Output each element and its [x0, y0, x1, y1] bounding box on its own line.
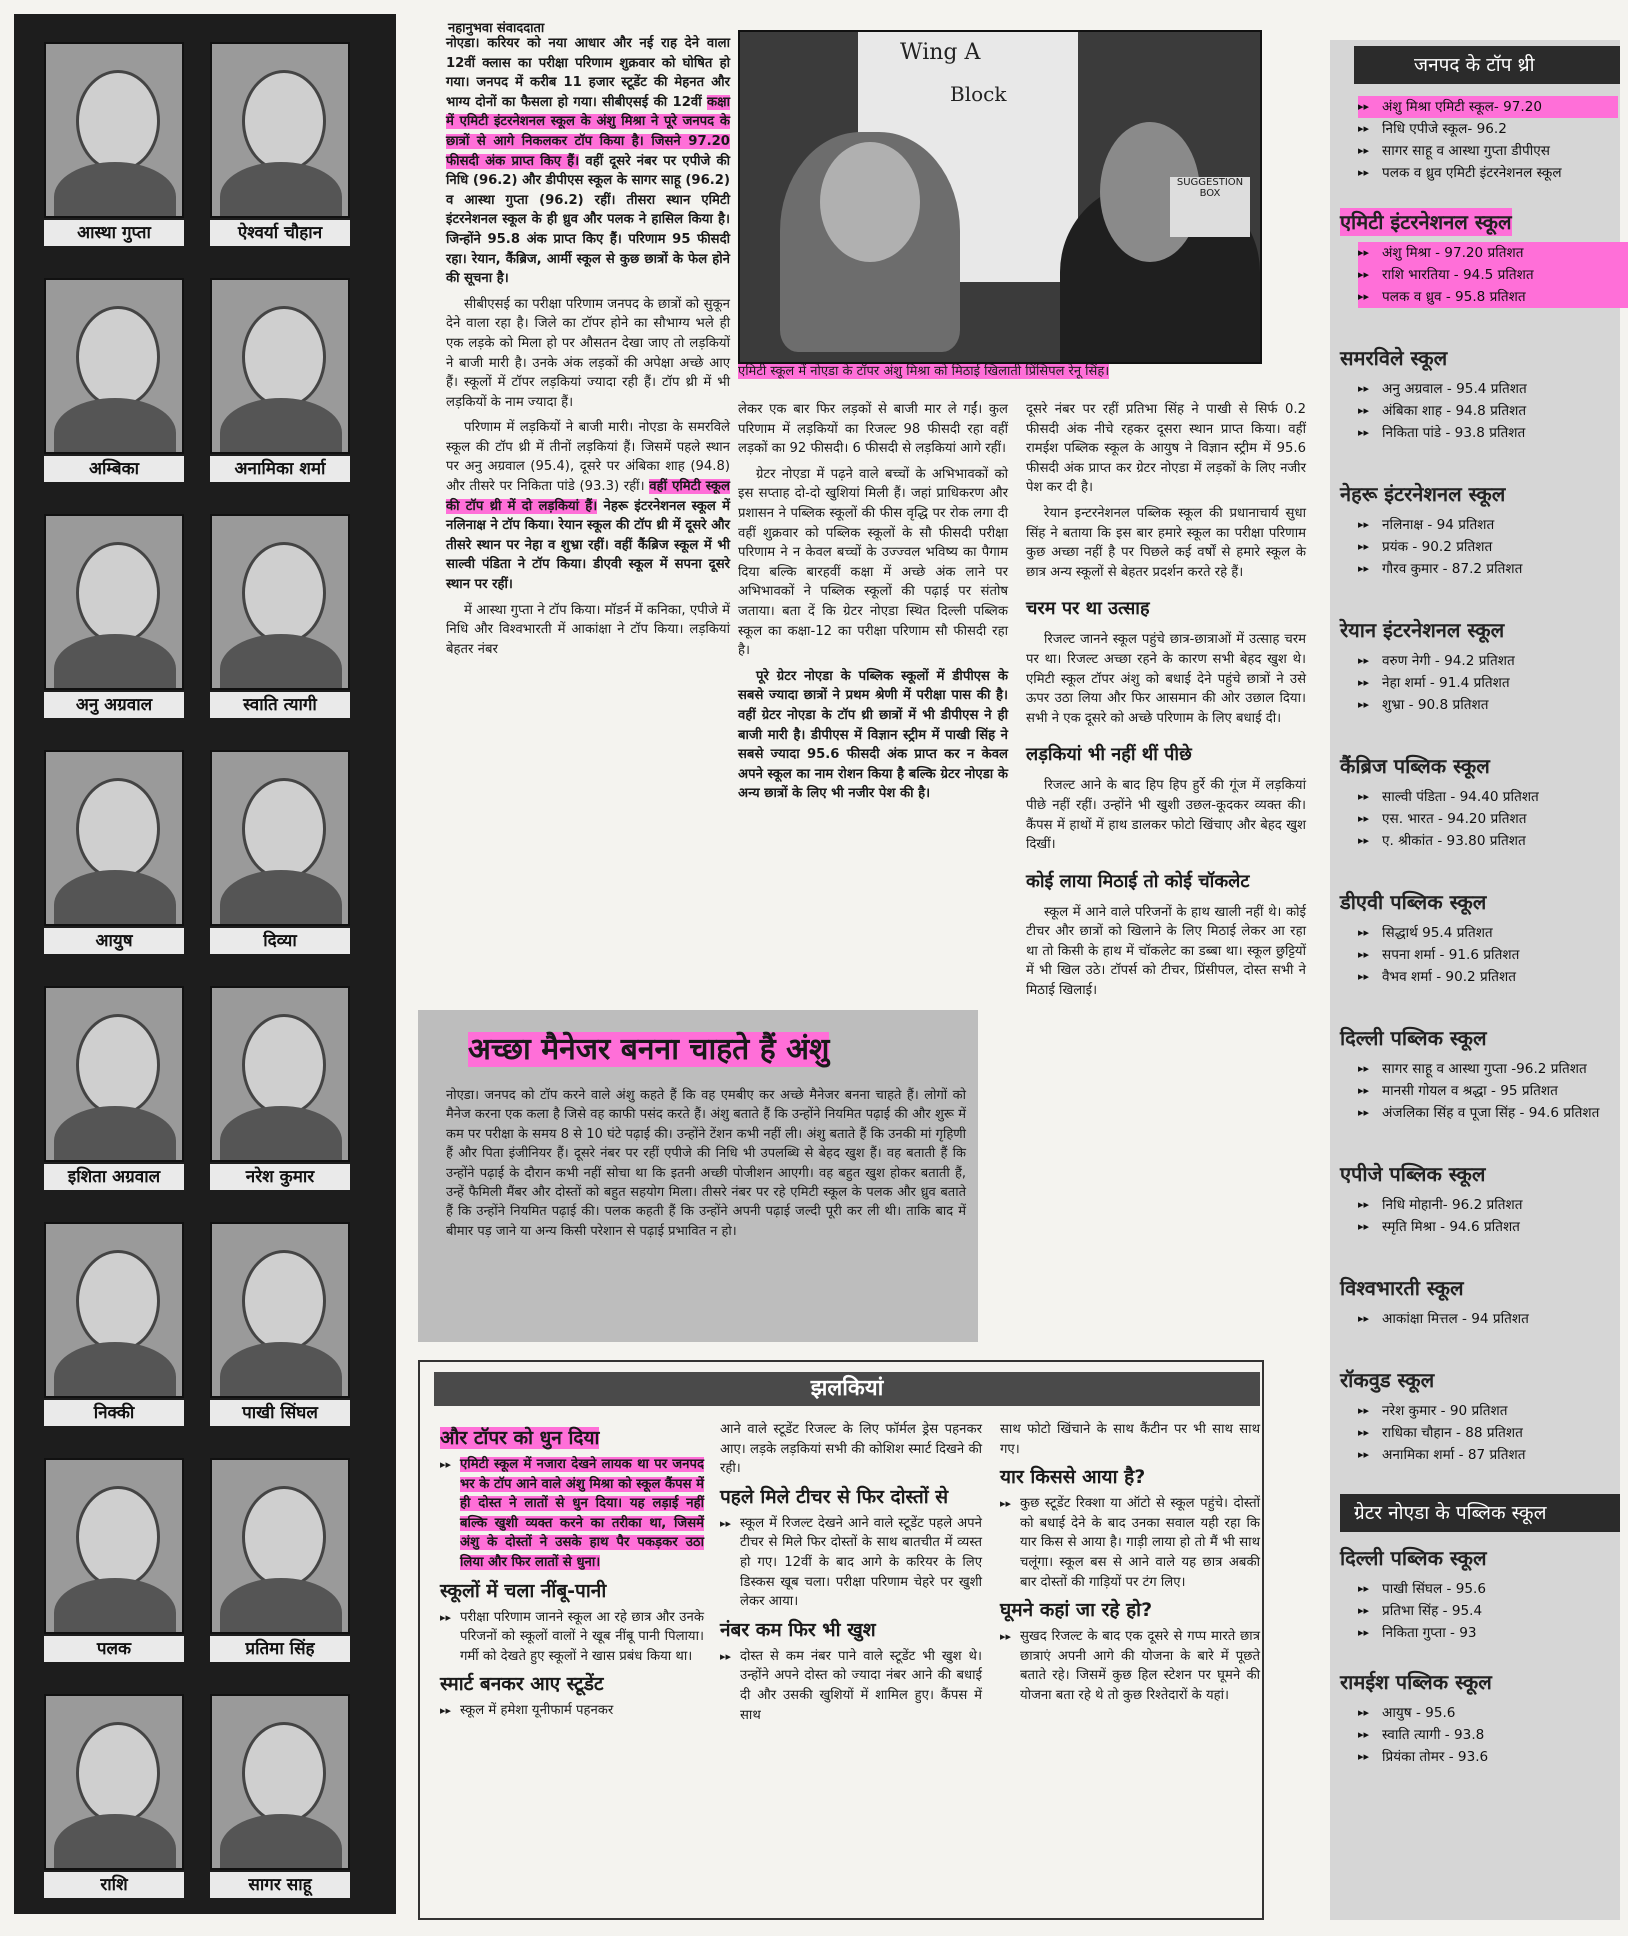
article-paragraph: नेहरू इंटरनेशनल स्कूल में नलिनाक्ष ने टॉप किया। रेयान स्कूल की टॉप थ्री में दूसरे और तीसरे स्थान पर नेहा व शुभ्रा रहीं। वहीं कैंब्रिज स्कूल में भी साल्वी पंडिता ने टॉप किया। डीएवी स्कूल में सपना दूसरे स्थान पर रहीं। — [446, 498, 730, 593]
student-name: अनु अग्रवाल — [44, 692, 184, 718]
student-photo — [210, 1222, 350, 1426]
school-topper-item: ▸▸ नलिनाक्ष - 94 प्रतिशत — [1358, 514, 1628, 536]
jhalkiyan-heading: घूमने कहां जा रहे हो? — [1000, 1599, 1153, 1622]
school-topper-item: ▸▸ ए. श्रीकांत - 93.80 प्रतिशत — [1358, 830, 1628, 852]
school-name: कैंब्रिज पब्लिक स्कूल — [1340, 754, 1490, 778]
photo-caption: एमिटी स्कूल में नोएडा के टॉपर अंशु मिश्रा को मिठाई खिलाती प्रिंसिपल रेनू सिंह। — [738, 364, 1110, 379]
board-block: Block — [950, 82, 1007, 106]
student-name: अनामिका शर्मा — [210, 456, 350, 482]
jhalkiyan-title: झलकियां — [434, 1372, 1260, 1406]
portrait-image — [210, 42, 350, 218]
school-name: रॉकवुड स्कूल — [1340, 1368, 1435, 1392]
suggestion-box: SUGGESTION BOX — [1170, 177, 1250, 237]
student-name: ऐश्वर्या चौहान — [210, 220, 350, 246]
portrait-image — [44, 42, 184, 218]
portrait-head — [76, 1722, 160, 1824]
jhalkiyan-column-1 — [440, 1420, 704, 1727]
student-photo — [210, 750, 350, 954]
main-article-column-2 — [738, 400, 1008, 810]
school-topper-item: ▸▸ निकिता गुप्ता - 93 — [1358, 1622, 1477, 1644]
portrait-head — [76, 306, 160, 408]
article-paragraph: में आस्था गुप्ता ने टॉप किया। मॉडर्न में कनिका, एपीजे में निधि और विश्वभारती में आकांक्षा ने टॉप किया। लड़कियां बेहतर नंबर — [446, 602, 730, 657]
portrait-head — [242, 70, 326, 172]
school-topper-item: ▸▸ पलक व ध्रुव - 95.8 प्रतिशत — [1358, 286, 1628, 308]
jhalkiyan-text: एमिटी स्कूल में नजारा देखने लायक था पर जनपद भर के टॉप आने वाले अंशु मिश्रा को स्कूल कैंपस में ही दोस्त ने लातों से धुन दिया। यह लड़ाई नहीं बल्कि खुशी व्यक्त करने का तरीका था, जिसमें अंशु के दोस्तों ने उसके हाथ पैर पकड़कर उठा लिया और फिर लातों से धुना। — [460, 1457, 704, 1570]
school-topper-item: ▸▸ आकांक्षा मित्तल - 94 प्रतिशत — [1358, 1308, 1628, 1330]
school-topper-item: ▸▸ निकिता पांडे - 93.8 प्रतिशत — [1358, 422, 1628, 444]
student-name: स्वाति त्यागी — [210, 692, 350, 718]
student-name: निक्की — [44, 1400, 184, 1426]
jhalkiyan-heading: यार किससे आया है? — [1000, 1466, 1146, 1489]
jhalkiyan-text: ▸▸ स्कूल में हमेशा यूनीफार्म पहनकर — [440, 1701, 704, 1721]
article-paragraph: स्कूल में आने वाले परिजनों के हाथ खाली नहीं थे। कोई टीचर और छात्रों को खिलाने के लिए मिठाई लेकर आ रहा था तो किसी के हाथ में चॉकलेट का डब्बा था। स्कूल छुट्टियों में भी खिल उठे। टॉपर्स को टीचर, प्रिंसीपल, दोस्त सभी ने मिठाई खिलाई। — [1026, 904, 1306, 999]
principal-feeding-topper-photo — [738, 30, 1262, 364]
school-topper-item: ▸▸ राशि भारतिया - 94.5 प्रतिशत — [1358, 264, 1628, 286]
portrait-image — [210, 278, 350, 454]
school-topper-item: ▸▸ गौरव कुमार - 87.2 प्रतिशत — [1358, 558, 1628, 580]
student-photo — [210, 514, 350, 718]
school-topper-item: ▸▸ प्रतिभा सिंह - 95.4 — [1358, 1600, 1482, 1622]
portrait-head — [242, 542, 326, 644]
student-photo — [44, 514, 184, 718]
portrait-image — [44, 278, 184, 454]
school-topper-item: ▸▸ अंजलिका सिंह व पूजा सिंह - 94.6 प्रतिशत — [1358, 1102, 1628, 1124]
top-three-item: ▸▸ निधि एपीजे स्कूल- 96.2 — [1358, 118, 1618, 140]
portrait-image — [210, 986, 350, 1162]
school-name: विश्वभारती स्कूल — [1340, 1276, 1464, 1300]
portrait-body — [220, 1106, 342, 1162]
student-photo — [44, 42, 184, 246]
student-photo — [44, 1458, 184, 1662]
main-article-column-1 — [446, 34, 730, 665]
school-topper-item: ▸▸ नेहा शर्मा - 91.4 प्रतिशत — [1358, 672, 1628, 694]
toppers-sidebar — [1330, 40, 1620, 1920]
portrait-head — [242, 1250, 326, 1352]
jhalkiyan-text: ▸▸ दोस्त से कम नंबर पाने वाले स्टूडेंट भी खुश थे। उन्होंने अपने दोस्त को ज्यादा नंबर आने की बधाई दी और उसकी खुशियों में शामिल हुए। कैंपस में साथ — [720, 1647, 982, 1725]
portrait-head — [242, 306, 326, 408]
portrait-image — [44, 1222, 184, 1398]
portrait-head — [242, 1014, 326, 1116]
school-topper-item: ▸▸ एस. भारत - 94.20 प्रतिशत — [1358, 808, 1628, 830]
jhalkiyan-text: ▸▸ परीक्षा परिणाम जानने स्कूल आ रहे छात्र और उनके परिजनों को स्कूलों वालों ने खूब नींबू पानी पिलाया। गर्मी को देखते हुए स्कूलों ने खास प्रबंध किया था। — [440, 1608, 704, 1667]
school-topper-item: ▸▸ स्वाति त्यागी - 93.8 — [1358, 1724, 1484, 1746]
student-photo — [210, 1694, 350, 1898]
student-name: आयुष — [44, 928, 184, 954]
greater-noida-title: ग्रेटर नोएडा के पब्लिक स्कूल — [1340, 1494, 1620, 1532]
top-three-item: ▸▸ पलक व ध्रुव एमिटी इंटरनेशनल स्कूल — [1358, 162, 1618, 184]
school-topper-item: ▸▸ राधिका चौहान - 88 प्रतिशत — [1358, 1422, 1628, 1444]
jhalkiyan-column-2 — [720, 1420, 982, 1731]
article-paragraph: सीबीएसई का परीक्षा परिणाम जनपद के छात्रों को सुकून देने वाला रहा है। जिले का टॉपर होने का सौभाग्य भले ही एक लड़के को मिला हो पर औसतन देखा जाए तो लड़कियों ने बाजी मारी है। उनके अंक लड़कों की अपेक्षा अच्छे आए हैं। स्कूलों में टॉपर लड़कियां ज्यादा रही हैं। टॉप थ्री में भी लड़कियों के नाम ज्यादा हैं। — [446, 296, 730, 410]
school-topper-item: ▸▸ अंशु मिश्रा - 97.20 प्रतिशत — [1358, 242, 1628, 264]
jhalkiyan-heading: नंबर कम फिर भी खुश — [720, 1618, 876, 1641]
school-topper-item: ▸▸ पाखी सिंघल - 95.6 — [1358, 1578, 1486, 1600]
portrait-image — [210, 1222, 350, 1398]
jhalkiyan-heading: स्कूलों में चला नींबू-पानी — [440, 1579, 607, 1602]
jhalkiyan-heading: स्मार्ट बनकर आए स्टूडेंट — [440, 1673, 604, 1696]
portrait-image — [44, 1458, 184, 1634]
portrait-head — [76, 70, 160, 172]
student-name: राशि — [44, 1872, 184, 1898]
article-paragraph: ग्रेटर नोएडा में पढ़ने वाले बच्चों के अभिभावकों को इस सप्ताह दो-दो खुशियां मिली हैं। जहां प्राधिकरण और प्रशासन ने पब्लिक स्कूलों की फीस वृद्धि पर रोक लगा दी वहीं शुक्रवार को पब्लिक स्कूलों के सौ फीसदी परीक्षा परिणाम ने न केवल बच्चों के उज्ज्वल भविष्य का पैगाम दिया बल्कि बारहवीं कक्षा में अच्छे अंक लाने पर अभिभावकों ने पब्लिक स्कूलों की पढ़ाई पर संतोष जताया। बता दें कि ग्रेटर नोएडा स्थित दिल्ली पब्लिक स्कूल का कक्षा-12 का परीक्षा परिणाम सौ फीसदी रहा है। — [738, 466, 1008, 659]
top-three-item: ▸▸ सागर साहू व आस्था गुप्ता डीपीएस — [1358, 140, 1618, 162]
top-three-item: ▸▸ अंशु मिश्रा एमिटी स्कूल- 97.20 — [1358, 96, 1618, 118]
school-topper-item: ▸▸ सिद्धार्थ 95.4 प्रतिशत — [1358, 922, 1628, 944]
portrait-body — [54, 1342, 176, 1398]
school-topper-item: ▸▸ शुभ्रा - 90.8 प्रतिशत — [1358, 694, 1628, 716]
student-photo — [210, 986, 350, 1190]
main-article-column-3 — [1026, 400, 1306, 1007]
portrait-head — [76, 778, 160, 880]
school-topper-item: ▸▸ अनु अग्रवाल - 95.4 प्रतिशत — [1358, 378, 1628, 400]
school-name: दिल्ली पब्लिक स्कूल — [1340, 1026, 1487, 1050]
portrait-body — [220, 870, 342, 926]
school-topper-item: ▸▸ साल्वी पंडिता - 94.40 प्रतिशत — [1358, 786, 1628, 808]
principal-face — [820, 142, 920, 262]
portrait-body — [220, 1578, 342, 1634]
portrait-image — [44, 986, 184, 1162]
article-paragraph: रिजल्ट आने के बाद हिप हिप हुर्रे की गूंज में लड़कियां पीछे नहीं रहीं। उन्होंने भी खुशी उछल-कूदकर व्यक्त की। कैंपस में हाथों में हाथ डालकर फोटो खिंचाए और बेहद खुश दिखीं। — [1026, 778, 1306, 853]
section-heading: चरम पर था उत्साह — [1026, 598, 1150, 620]
article-paragraph: परिणाम में लड़कियों ने बाजी मारी। नोएडा के समरविले स्कूल की टॉप थ्री में तीनों लड़कियां हैं। जिसमें पहले स्थान पर अनु अग्रवाल (95.4), दूसरे पर अंबिका शाह (94.8) और तीसरे पर निकिता पांडे (93.3) रहीं। — [446, 420, 730, 495]
portrait-body — [220, 634, 342, 690]
portrait-body — [220, 162, 342, 218]
portrait-body — [54, 634, 176, 690]
school-name: एमिटी इंटरनेशनल स्कूल — [1340, 210, 1512, 234]
student-photo — [210, 1458, 350, 1662]
student-name: इशिता अग्रवाल — [44, 1164, 184, 1190]
student-name: आस्था गुप्ता — [44, 220, 184, 246]
student-photo — [210, 278, 350, 482]
portrait-head — [242, 778, 326, 880]
school-name: डीएवी पब्लिक स्कूल — [1340, 890, 1487, 914]
school-topper-item: ▸▸ वैभव शर्मा - 90.2 प्रतिशत — [1358, 966, 1628, 988]
section-heading: कोई लाया मिठाई तो कोई चॉकलेट — [1026, 870, 1250, 892]
school-topper-item: ▸▸ स्मृति मिश्रा - 94.6 प्रतिशत — [1358, 1216, 1628, 1238]
school-topper-item: ▸▸ सागर साहू व आस्था गुप्ता -96.2 प्रतिशत — [1358, 1058, 1628, 1080]
article-paragraph: रिजल्ट जानने स्कूल पहुंचे छात्र-छात्राओं में उत्साह चरम पर था। रिजल्ट अच्छा रहने के कारण सभी बेहद खुश थे। एमिटी स्कूल टॉपर अंशु को बधाई देने पहुंचे छात्रों ने उसे ऊपर उठा लिया और फिर आसमान की ओर उछाल दिया। सभी ने एक दूसरे को अच्छे परिणाम के लिए बधाई दी। — [1026, 632, 1306, 726]
student-photo — [44, 750, 184, 954]
jhalkiyan-text: ▸▸ कुछ स्टूडेंट रिक्शा या ऑटो से स्कूल पहुंचे। दोस्तों को बधाई देने के बाद उनका सवाल यही रहा कि यार किस से आया है। गाड़ी लाया हो तो मैं भी साथ चलूंगा। स्कूल बस से आने वाले यह छात्र अबकी बार दोस्तों की गाड़ियों पर टंग लिए। — [1000, 1494, 1260, 1592]
jhalkiyan-column-3 — [1000, 1420, 1260, 1712]
portrait-head — [76, 542, 160, 644]
portrait-body — [220, 398, 342, 454]
portrait-image — [44, 1694, 184, 1870]
school-topper-item: ▸▸ निधि मोहानी- 96.2 प्रतिशत — [1358, 1194, 1628, 1216]
jhalkiyan-text: आने वाले स्टूडेंट रिजल्ट के लिए फॉर्मल ड्रेस पहनकर आए। लड़के लड़कियां सभी की कोशिश स्मार्ट दिखने की रही। — [720, 1422, 982, 1477]
portrait-head — [242, 1722, 326, 1824]
sidebar-title: जनपद के टॉप थ्री — [1354, 46, 1620, 84]
school-name: दिल्ली पब्लिक स्कूल — [1340, 1546, 1487, 1570]
article-paragraph: पूरे ग्रेटर नोएडा के पब्लिक स्कूलों में डीपीएस के सबसे ज्यादा छात्रों ने प्रथम श्रेणी में परीक्षा पास की है। वहीं ग्रेटर नोएडा के टॉप थ्री छात्रों में भी डीपीएस ने ही बाजी मारी है। डीपीएस में विज्ञान स्ट्रीम में पाखी सिंह ने सबसे ज्यादा 95.6 फीसदी अंक प्राप्त कर न केवल अपने स्कूल का नाम रोशन किया है बल्कि ग्रेटर नोएडा के अन्य छात्रों के लिए भी नजीर पेश की है। — [738, 668, 1008, 802]
portrait-body — [54, 1814, 176, 1870]
article-paragraph: दूसरे नंबर पर रहीं प्रतिभा सिंह ने पाखी से सिर्फ 0.2 फीसदी अंक नीचे रहकर दूसरा स्थान प्राप्त किया। वहीं रामईश पब्लिक स्कूल के आयुष ने विज्ञान स्ट्रीम में 95.6 फीसदी अंक प्राप्त कर ग्रेटर नोएडा में लड़कों के लिए नजीर पेश कर दी है। — [1026, 402, 1306, 496]
jhalkiyan-text: ▸▸ सुखद रिजल्ट के बाद एक दूसरे से गप्प मारते छात्र छात्राएं अपनी आगे की योजना के बारे में पूछते बताते रहे। जिसमें कुछ हिल स्टेशन पर घूमने की योजना बता रहे थे तो कुछ रिश्तेदारों के यहां। — [1000, 1627, 1260, 1705]
student-name: प्रतिमा सिंह — [210, 1636, 350, 1662]
school-name: समरविले स्कूल — [1340, 346, 1448, 370]
jhalkiyan-heading: पहले मिले टीचर से फिर दोस्तों से — [720, 1485, 949, 1508]
portrait-image — [210, 1458, 350, 1634]
portrait-body — [54, 398, 176, 454]
student-photo — [44, 278, 184, 482]
school-topper-item: ▸▸ आयुष - 95.6 — [1358, 1702, 1455, 1724]
portrait-image — [210, 514, 350, 690]
school-name: रेयान इंटरनेशनल स्कूल — [1340, 618, 1505, 642]
school-topper-item: ▸▸ अनामिका शर्मा - 87 प्रतिशत — [1358, 1444, 1628, 1466]
student-photo — [44, 986, 184, 1190]
board-title: Wing A — [900, 40, 981, 65]
portrait-body — [54, 1578, 176, 1634]
student-photo — [44, 1222, 184, 1426]
manager-story-text: नोएडा। जनपद को टॉप करने वाले अंशु कहते हैं कि वह एमबीए कर अच्छे मैनेजर बनना चाहते हैं। लोगों को मैनेज करना एक कला है जिसे वह काफी पसंद करते हैं। अंशु बताते हैं कि उन्होंने नियमित पढ़ाई की और शुरू में कम पर परीक्षा के समय 8 से 10 घंटे पढ़ाई की। उन्होंने टेंशन कभी नहीं ली। अंशु बताते हैं कि उनकी मां गृहिणी हैं और पिता इंजीनियर हैं। दूसरे नंबर पर रहीं एपीजे की निधि भी उपलब्धि से बेहद खुश हैं। वह बताती हैं कि उन्होंने पढ़ाई के दौरान कभी नहीं सोचा था कि इतनी अच्छी पोजीशन आएगी। वह बहुत खुश होकर बताती हैं, उन्हें फैमिली मैंबर और दोस्तों को बहुत सहयोग मिला। तीसरे नंबर पर रहे एमिटी स्कूल के पलक और ध्रुव बताते हैं कि उन्होंने नियमित पढ़ाई की। पलक कहती हैं कि उन्होंने अपनी पढ़ाई जल्दी पूरी कर ली थी। ताकि बाद में बीमार पड़ जाने या अन्य किसी परेशान से पढ़ाई प्रभावित न हो। — [446, 1088, 966, 1239]
school-topper-item: ▸▸ प्रयंक - 90.2 प्रतिशत — [1358, 536, 1628, 558]
portrait-body — [220, 1814, 342, 1870]
student-name: सागर साहू — [210, 1872, 350, 1898]
portrait-image — [210, 1694, 350, 1870]
portrait-head — [76, 1486, 160, 1588]
portrait-body — [54, 870, 176, 926]
portrait-image — [210, 750, 350, 926]
highlighted-text: वहीं एमिटी स्कूल की टॉप थ्री में दो लड़कियां हैं। — [446, 479, 730, 514]
school-name: रामईश पब्लिक स्कूल — [1340, 1670, 1492, 1694]
student-name: अम्बिका — [44, 456, 184, 482]
section-heading: लड़कियां भी नहीं थीं पीछे — [1026, 744, 1192, 766]
portrait-head — [76, 1014, 160, 1116]
student-name: पलक — [44, 1636, 184, 1662]
portrait-body — [54, 1106, 176, 1162]
portrait-head — [76, 1250, 160, 1352]
article-paragraph: रेयान इन्टरनेशनल पब्लिक स्कूल की प्रधानाचार्य सुधा सिंह ने बताया कि इस बार हमारे स्कूल का परीक्षा परिणाम कुछ अच्छा नहीं है पर पिछले कई वर्षों से हमारे स्कूल के छात्र अन्य स्कूलों से बेहतर प्रदर्शन करते रहे हैं। — [1026, 505, 1306, 580]
article-paragraph: नोएडा। करियर को नया आधार और नई राह देने वाला 12वीं क्लास का परीक्षा परिणाम शुक्रवार को घोषित हो गया। जनपद में करीब 11 हजार स्टूडेंट की मेहनत और भाग्य दोनों का फैसला हो गया। सीबीएसई की 12वीं — [446, 36, 730, 110]
student-name: पाखी सिंघल — [210, 1400, 350, 1426]
highlighted-text: कक्षा में एमिटी इंटरनेशनल स्कूल के अंशु मिश्रा ने पूरे जनपद के छात्रों से आगे निकलकर टॉप किया है। जिसने 97.20 फीसदी अंक प्राप्त किए हैं। — [446, 94, 730, 169]
jhalkiyan-heading: और टॉपर को धुन दिया — [440, 1427, 600, 1449]
school-topper-item: ▸▸ वरुण नेगी - 94.2 प्रतिशत — [1358, 650, 1628, 672]
jhalkiyan-text: ▸▸ स्कूल में रिजल्ट देखने आने वाले स्टूडेंट पहले अपने टीचर से मिले फिर दोस्तों के साथ बातचीत में व्यस्त हो गए। 12वीं के बाद आगे के करियर के लिए डिस्कस खूब चला। परीक्षा परिणाम चेहरे पर खुशी लेकर आया। — [720, 1514, 982, 1612]
school-name: नेहरू इंटरनेशनल स्कूल — [1340, 482, 1506, 506]
school-topper-item: ▸▸ मानसी गोयल व श्रद्धा - 95 प्रतिशत — [1358, 1080, 1628, 1102]
portrait-head — [242, 1486, 326, 1588]
article-paragraph: वहीं दूसरे नंबर पर एपीजे की निधि (96.2) और डीपीएस स्कूल के सागर साहू (96.2) व आस्था गुप्ता (96.2) रहीं। तीसरा स्थान एमिटी इंटरनेशनल स्कूल के ही ध्रुव और पलक ने हासिल किया है। जिन्होंने 95.8 अंक प्राप्त किए हैं। परिणाम 95 फीसदी रहा। रेयान, कैंब्रिज, आर्मी स्कूल से कुछ छात्रों के फेल होने की सूचना है। — [446, 153, 730, 287]
school-topper-item: ▸▸ अंबिका शाह - 94.8 प्रतिशत — [1358, 400, 1628, 422]
student-photo — [210, 42, 350, 246]
portrait-image — [44, 514, 184, 690]
portrait-image — [44, 750, 184, 926]
school-topper-item: ▸▸ नरेश कुमार - 90 प्रतिशत — [1358, 1400, 1628, 1422]
student-photo — [44, 1694, 184, 1898]
portrait-body — [54, 162, 176, 218]
student-photo-strip — [14, 14, 396, 1914]
article-paragraph: लेकर एक बार फिर लड़कों से बाजी मार ले गईं। कुल परिणाम में लड़कियों का रिजल्ट 98 फीसदी रहा वहीं लड़कों का 92 फीसदी। 6 फीसदी से लड़कियां आगे रहीं। — [738, 402, 1008, 457]
school-topper-item: ▸▸ प्रियंका तोमर - 93.6 — [1358, 1746, 1488, 1768]
student-name: दिव्या — [210, 928, 350, 954]
manager-headline: अच्छा मैनेजर बनना चाहते हैं अंशु — [468, 1032, 830, 1067]
byline: नहानुभवा संवाददाता — [448, 21, 545, 36]
jhalkiyan-text: साथ फोटो खिंचाने के साथ कैंटीन पर भी साथ साथ गए। — [1000, 1422, 1260, 1457]
portrait-body — [220, 1342, 342, 1398]
school-topper-item: ▸▸ सपना शर्मा - 91.6 प्रतिशत — [1358, 944, 1628, 966]
school-name: एपीजे पब्लिक स्कूल — [1340, 1162, 1486, 1186]
student-name: नरेश कुमार — [210, 1164, 350, 1190]
